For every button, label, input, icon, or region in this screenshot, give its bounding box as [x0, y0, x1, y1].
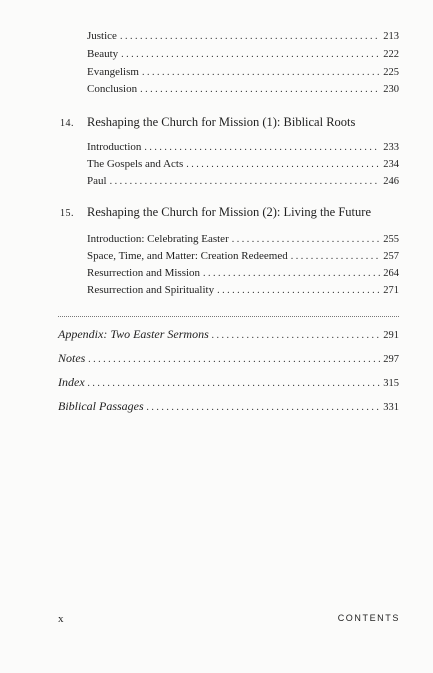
chapter-number: 15.: [60, 208, 74, 219]
toc-entry-page: 230: [383, 84, 399, 95]
chapter-title: Reshaping the Church for Mission (2): Living the Future: [87, 205, 371, 219]
toc-entry-page: 297: [383, 354, 399, 365]
dot-leader: [291, 249, 381, 265]
toc-entry-title: Resurrection and Mission: [87, 267, 201, 279]
toc-entry: [87, 265, 399, 281]
dot-leader: [232, 232, 381, 248]
toc-entry: [87, 248, 399, 264]
section-divider: [58, 316, 399, 317]
toc-entry-title: Conclusion: [87, 83, 138, 95]
toc-entry-page: 246: [383, 176, 399, 187]
dot-leader: [110, 174, 381, 190]
toc-entry-title: Notes: [58, 351, 86, 365]
toc-entry: [87, 156, 399, 172]
toc-entry-beauty: [87, 46, 399, 62]
toc-entry-title: Biblical Passages: [58, 399, 144, 413]
toc-entry-page: 255: [383, 234, 399, 245]
toc-entry: [87, 282, 399, 298]
dot-leader: [142, 65, 380, 81]
dot-leader: [203, 266, 380, 282]
toc-entry-title: Paul: [87, 175, 107, 187]
toc-entry-title: Introduction: Celebrating Easter: [87, 233, 229, 245]
dot-leader: [186, 157, 380, 173]
toc-entry-title: Resurrection and Spirituality: [87, 284, 215, 296]
chapter-14-heading: [60, 113, 355, 133]
toc-entry-page: 233: [383, 142, 399, 153]
toc-entry-biblical-passages: [58, 398, 399, 414]
toc-entry-appendix: [58, 326, 399, 342]
toc-entry-title: Introduction: [87, 141, 142, 153]
toc-entry-title: Appendix: Two Easter Sermons: [58, 327, 209, 341]
dot-leader: [147, 400, 381, 416]
dot-leader: [88, 352, 380, 368]
toc-entry-page: 331: [383, 402, 399, 413]
page-folio: x: [58, 613, 64, 625]
chapter-number: 14.: [60, 118, 74, 129]
toc-entry-page: 257: [383, 251, 399, 262]
toc-entry-title: The Gospels and Acts: [87, 158, 184, 170]
chapter-15-heading: [60, 203, 371, 223]
toc-entry-justice: [87, 28, 399, 44]
toc-entry: [87, 173, 399, 189]
dot-leader: [144, 140, 380, 156]
dot-leader: [121, 47, 380, 63]
dot-leader: [212, 328, 380, 344]
toc-entry-page: 213: [383, 31, 399, 42]
toc-entry-page: 222: [383, 49, 399, 60]
toc-entry-title: Justice: [87, 30, 117, 42]
toc-entry-title: Index: [58, 375, 85, 389]
running-head: CONTENTS: [337, 613, 400, 623]
toc-entry-page: 234: [383, 159, 399, 170]
toc-entry-page: 291: [383, 330, 399, 341]
dot-leader: [120, 29, 380, 45]
toc-entry-page: 315: [383, 378, 399, 389]
dot-leader: [140, 82, 380, 98]
toc-entry-title: Evangelism: [87, 66, 139, 78]
toc-entry-page: 264: [383, 268, 399, 279]
toc-entry-page: 225: [383, 67, 399, 78]
toc-entry-conclusion: [87, 81, 399, 97]
dot-leader: [217, 283, 380, 299]
toc-entry-title: Beauty: [87, 48, 119, 60]
dot-leader: [88, 376, 381, 392]
toc-entry: [87, 231, 399, 247]
toc-entry-evangelism: [87, 64, 399, 80]
toc-entry-notes: [58, 350, 399, 366]
toc-entry-title: Space, Time, and Matter: Creation Redeemed: [87, 250, 288, 262]
toc-entry-page: 271: [383, 285, 399, 296]
toc-entry: [87, 139, 399, 155]
chapter-title: Reshaping the Church for Mission (1): Biblical Roots: [87, 115, 356, 129]
toc-entry-index: [58, 374, 399, 390]
